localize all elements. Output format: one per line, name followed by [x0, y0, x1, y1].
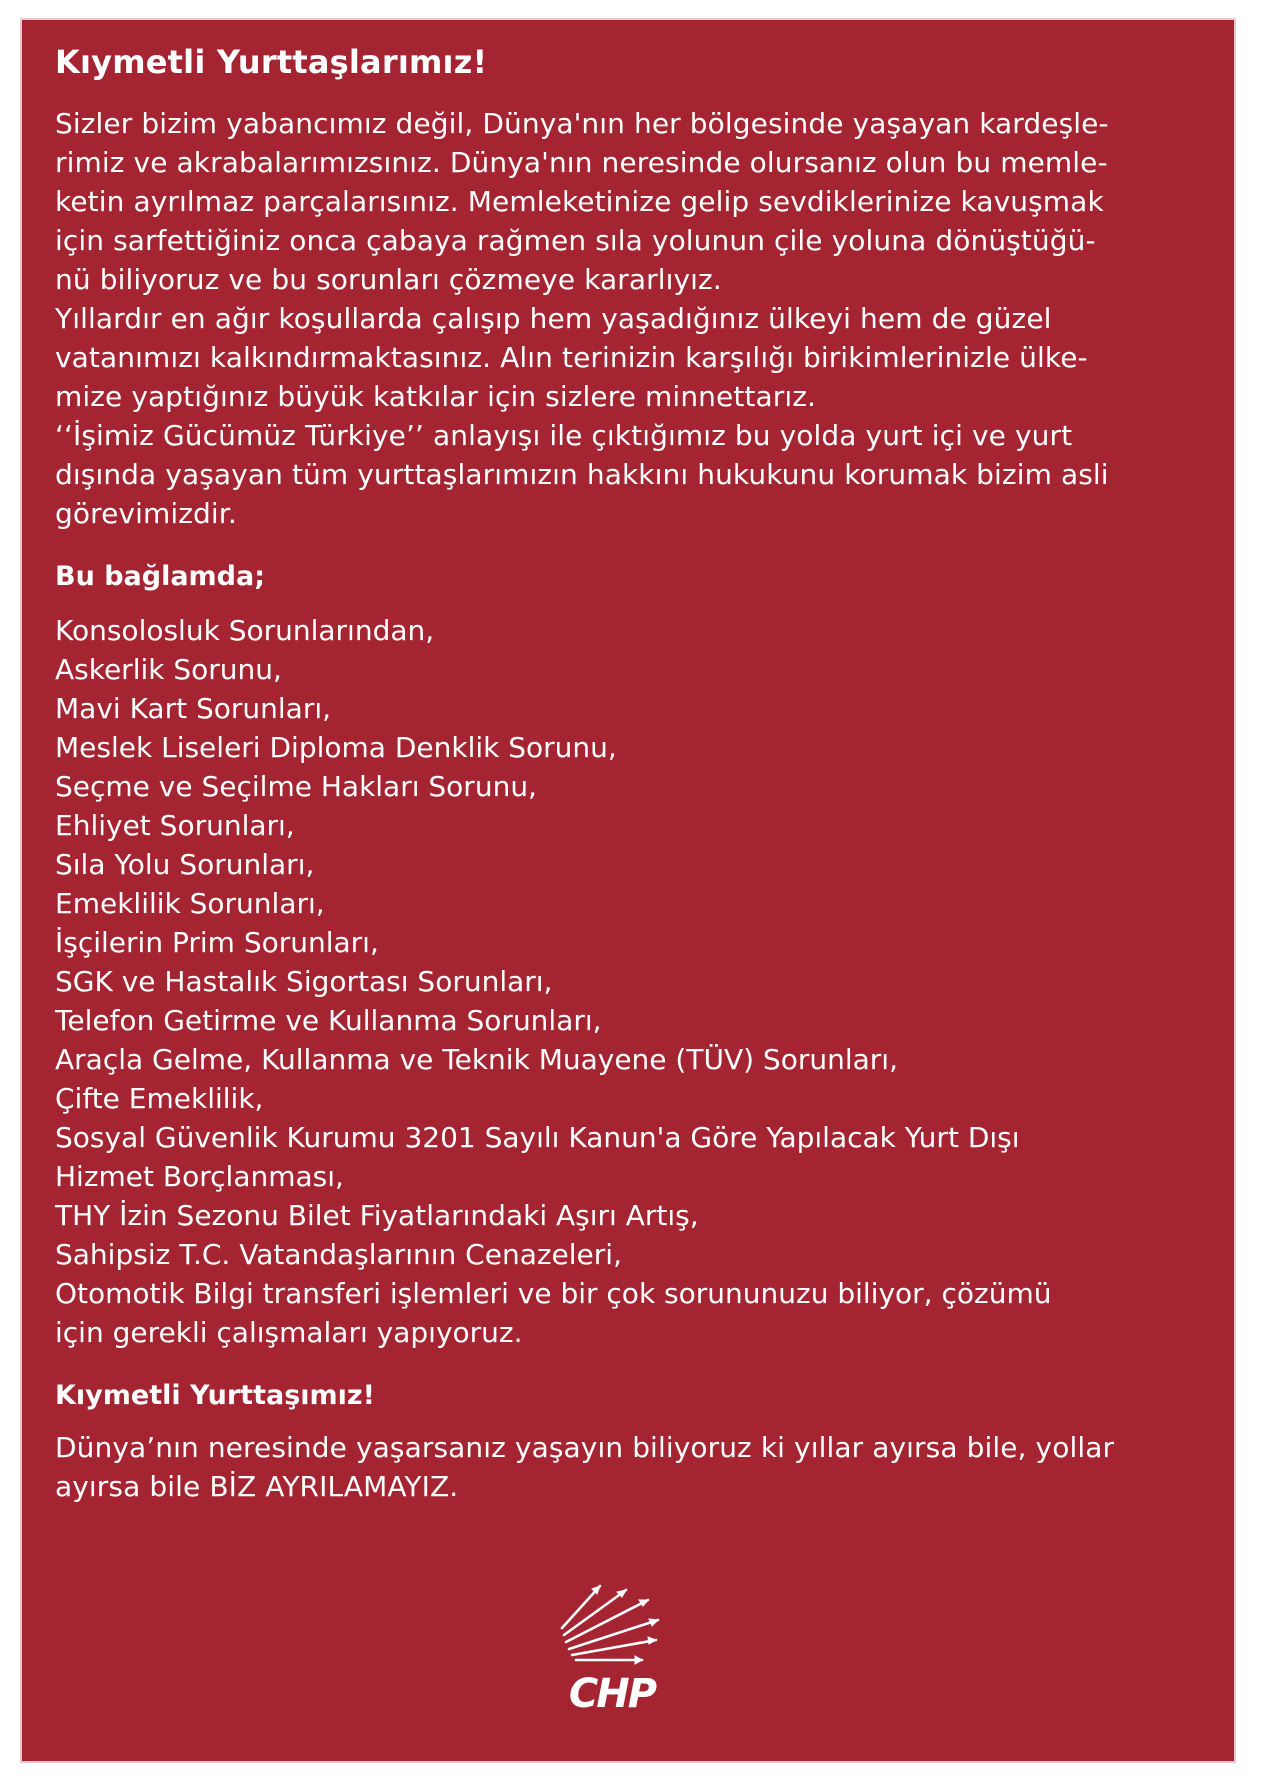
- intro-line: rimiz ve akrabalarımızsınız. Dünya'nın neresinde olursanız olun bu memle-: [55, 146, 1108, 179]
- list-item: Askerlik Sorunu,: [55, 653, 282, 686]
- chp-logo: [552, 1580, 672, 1717]
- list-item: Emeklilik Sorunları,: [55, 887, 325, 920]
- intro-line: nü biliyoruz ve bu sorunları çözmeye kararlıyız.: [55, 263, 722, 296]
- intro-line: Sizler bizim yabancımız değil, Dünya'nın her bölgesinde yaşayan kardeşle-: [55, 107, 1109, 140]
- list-item: için gerekli çalışmaları yapıyoruz.: [55, 1316, 523, 1349]
- intro-line: ‘‘İşimiz Gücümüz Türkiye’’ anlayışı ile çıktığımız bu yolda yurt içi ve yurt: [55, 419, 1073, 452]
- list-item: Konsolosluk Sorunlarından,: [55, 614, 435, 647]
- issues-list: [55, 611, 1225, 1352]
- intro-line: görevimizdir.: [55, 497, 237, 530]
- intro-line: için sarfettiğiniz onca çabaya rağmen sıla yolunun çile yoluna dönüştüğü-: [55, 224, 1096, 257]
- intro-paragraph: [55, 104, 1225, 533]
- list-item: Otomotik Bilgi transferi işlemleri ve bir çok sorununuzu biliyor, çözümü: [55, 1277, 1052, 1310]
- six-arrows-icon: [552, 1580, 672, 1672]
- closing-line: Dünya’nın neresinde yaşarsanız yaşayın biliyoruz ki yıllar ayırsa bile, yollar: [55, 1431, 1115, 1464]
- list-item: Araçla Gelme, Kullanma ve Teknik Muayene (TÜV) Sorunları,: [55, 1043, 898, 1076]
- list-item: Sahipsiz T.C. Vatandaşlarının Cenazeleri,: [55, 1238, 622, 1271]
- letter-heading: Kıymetli Yurttaşlarımız!: [55, 43, 488, 81]
- list-item: Sosyal Güvenlik Kurumu 3201 Sayılı Kanun'a Göre Yapılacak Yurt Dışı: [55, 1121, 1020, 1154]
- list-item: Çifte Emeklilik,: [55, 1082, 264, 1115]
- closing-heading: Kıymetli Yurttaşımız!: [55, 1380, 375, 1411]
- list-item: Meslek Liseleri Diploma Denklik Sorunu,: [55, 731, 617, 764]
- closing-paragraph: [55, 1428, 1225, 1506]
- intro-line: dışında yaşayan tüm yurttaşlarımızın hakkını hukukunu korumak bizim asli: [55, 458, 1109, 491]
- context-heading: Bu bağlamda;: [55, 561, 266, 592]
- intro-line: Yıllardır en ağır koşullarda çalışıp hem yaşadığınız ülkeyi hem de güzel: [55, 302, 1052, 335]
- list-item: Telefon Getirme ve Kullanma Sorunları,: [55, 1004, 602, 1037]
- list-item: Mavi Kart Sorunları,: [55, 692, 332, 725]
- letter-panel: [20, 18, 1236, 1763]
- intro-line: ketin ayrılmaz parçalarısınız. Memleketinize gelip sevdiklerinize kavuşmak: [55, 185, 1104, 218]
- list-item: İşçilerin Prim Sorunları,: [55, 926, 379, 959]
- list-item: Seçme ve Seçilme Hakları Sorunu,: [55, 770, 537, 803]
- logo-text: CHP: [568, 1671, 656, 1717]
- list-item: SGK ve Hastalık Sigortası Sorunları,: [55, 965, 553, 998]
- intro-line: mize yaptığınız büyük katkılar için sizlere minnettarız.: [55, 380, 817, 413]
- list-item: Hizmet Borçlanması,: [55, 1160, 344, 1193]
- letter-content: [55, 42, 1225, 1506]
- intro-line: vatanımızı kalkındırmaktasınız. Alın terinizin karşılığı birikimlerinizle ülke-: [55, 341, 1088, 374]
- list-item: Sıla Yolu Sorunları,: [55, 848, 315, 881]
- list-item: Ehliyet Sorunları,: [55, 809, 295, 842]
- closing-line: ayırsa bile BİZ AYRILAMAYIZ.: [55, 1470, 459, 1503]
- list-item: THY İzin Sezonu Bilet Fiyatlarındaki Aşırı Artış,: [55, 1199, 699, 1232]
